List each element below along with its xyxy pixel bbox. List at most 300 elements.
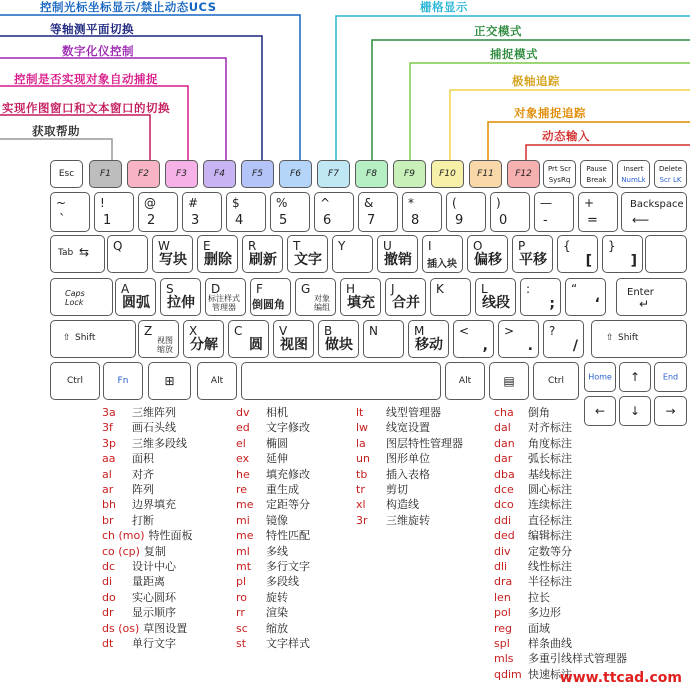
abbr-code: ar [102,483,114,496]
abbr-description: 相机 [266,406,288,419]
abbr-item [494,559,572,574]
abbr-item [494,513,572,528]
abbr-description: 线型管理器 [386,406,441,419]
key-sublabel: Lock [65,298,84,307]
abbr-item [102,451,154,466]
abbr-code: la [356,436,366,450]
callout-polar: 极轴追踪 [512,74,560,88]
abbr-code: st [236,637,247,650]
key-label: Ctrl [547,376,564,386]
abbr-code: pol [494,606,511,620]
key-backslash[interactable] [645,235,687,273]
key-shift-symbol: ^ [320,196,331,210]
abbr-item [236,544,288,559]
key-pause[interactable] [580,160,613,188]
key-num-11[interactable] [534,192,574,232]
abbr-item [236,420,310,435]
key-shift-symbol: ) [496,196,501,210]
abbr-item [102,405,176,420]
command-label: 做块 [325,337,353,353]
shift-icon: ⇧ [63,333,71,343]
abbr-description: 镜像 [266,513,288,527]
abbr-description: 直径标注 [528,513,572,527]
key-r[interactable] [242,235,283,273]
key-letter: A [121,282,130,296]
arrow-down-icon: ↓ [629,404,641,418]
key-ctrl-left[interactable] [50,362,100,400]
key-shift-symbol: ! [100,196,105,210]
key-num-9[interactable] [446,192,486,232]
abbr-description: 三维阵列 [132,406,176,419]
callout-dynamic-ucs: 控制光标坐标显示/禁止动态UCS [40,0,217,14]
key-f12[interactable] [507,160,540,188]
key-k[interactable] [430,278,471,316]
key-arrow-down[interactable] [619,396,651,426]
abbr-code: ddi [494,513,512,527]
abbr-code: dco [494,498,514,512]
key-letter: Y [338,239,346,253]
key-shift-symbol: ~ [56,196,67,210]
key-letter: I [428,239,432,253]
key-shift-symbol: # [188,196,199,210]
key-label: F6 [290,169,301,179]
key-num-3[interactable] [182,192,222,232]
abbr-code: ds (os) [102,621,140,635]
abbr-description: 特性匹配 [266,529,310,543]
abbr-code: he [236,467,250,481]
key-label: ` [59,213,66,228]
key-arrow-left[interactable] [584,396,616,426]
key-letter: U [383,239,392,253]
command-label: 合并 [392,295,420,311]
key-windows[interactable] [148,362,191,400]
callout-ortho: 正交模式 [474,24,522,38]
abbr-description: 面域 [528,621,550,635]
abbr-code: dra [494,575,513,589]
key-o[interactable] [467,235,508,273]
abbr-item [356,420,430,435]
abbr-item [236,451,288,466]
abbr-code: me [236,498,254,512]
callout-osnap: 控制是否实现对象自动捕捉 [14,72,158,86]
abbr-description: 三维多段线 [132,436,187,450]
key-prtscr[interactable] [543,160,576,188]
key-f1[interactable] [89,160,122,188]
command-label: 线段 [482,295,510,311]
key-letter: S [166,282,174,296]
key-tab[interactable] [50,235,105,273]
abbr-item [494,574,572,589]
key-home[interactable] [584,362,616,392]
key-label: 9 [455,213,464,228]
abbr-description: 椭圆 [266,436,288,450]
abbr-code: mls [494,652,514,666]
abbr-item [236,621,288,636]
abbr-description: 多线 [266,544,288,558]
key-num-5[interactable] [270,192,310,232]
key-f3[interactable] [165,160,198,188]
abbr-description: 图层特性管理器 [386,436,463,450]
abbr-item [236,574,299,589]
abbr-item [494,482,572,497]
key-letter: F [256,282,263,296]
abbr-description: 半径标注 [528,575,572,589]
command-label: 插入块 [427,259,457,270]
abbr-item [494,405,550,420]
key-letter: H [346,282,356,296]
key-label: F1 [100,169,111,179]
key-alt-right[interactable] [445,362,485,400]
key-f4[interactable] [203,160,236,188]
key-label: End [662,372,679,382]
abbr-item [102,544,166,559]
abbr-code: dli [494,560,508,573]
key-punct-7[interactable] [453,320,494,358]
key-fn[interactable] [103,362,143,400]
key-shift-left[interactable] [50,320,136,358]
abbr-code: len [494,590,511,604]
key-letter: O [473,239,483,253]
abbr-description: 画石头线 [132,421,176,435]
key-label: Shift [618,333,639,343]
key-label: 7 [367,213,376,228]
command-label: 圆 [249,337,263,353]
callout-grid: 栅格显示 [420,0,468,14]
key-label: 4 [235,213,244,228]
abbr-item [102,574,165,589]
abbr-description: 设计中心 [132,560,176,573]
key-n[interactable] [363,320,404,358]
key-label: Fn [117,376,129,386]
key-label: F4 [214,169,225,179]
arrow-left-icon: ⟵ [632,213,650,227]
key-x[interactable] [183,320,224,358]
abbr-code: ro [236,590,248,604]
key-insert[interactable] [617,160,650,188]
key-num-0[interactable] [50,192,90,232]
abbr-description: 阵列 [132,483,154,496]
key-bracket-10[interactable] [557,235,598,273]
key-letter: B [324,324,333,338]
abbr-code: br [102,513,114,527]
key-shift-symbol: + [584,196,595,210]
abbr-description: 拉长 [528,590,550,604]
abbr-code: dt [102,637,114,650]
abbr-code: dce [494,483,514,496]
abbr-code: dba [494,467,515,481]
abbr-description: 重生成 [266,483,299,496]
key-end[interactable] [654,362,687,392]
key-label: F11 [477,169,494,179]
arrow-left-icon: ← [594,404,606,418]
abbr-item [236,590,288,605]
abbr-description: 缩放 [266,621,288,635]
key-esc[interactable] [50,160,83,188]
abbr-item [102,513,154,528]
key-label: Ctrl [66,376,83,386]
abbr-code: dar [494,452,513,466]
abbr-description: 快速标注 [528,667,572,681]
key-shift-symbol: * [408,196,414,210]
key-letter: T [293,239,301,253]
key-bracket-11[interactable] [602,235,643,273]
abbr-description: 打断 [132,513,154,527]
key-letter: } [608,239,616,253]
abbr-item [356,467,430,482]
key-label: Esc [58,169,75,179]
key-arrow-up[interactable] [619,362,651,392]
key-punct-9[interactable] [520,278,561,316]
abbr-item [102,590,176,605]
key-shift-symbol: — [540,196,552,210]
command-label: 写块 [159,252,187,268]
abbr-item [236,482,299,497]
abbr-description: 边界填充 [132,498,176,512]
abbr-item [236,636,310,651]
key-num-2[interactable] [138,192,178,232]
key-f10[interactable] [431,160,464,188]
abbr-description: 填充修改 [266,467,310,481]
key-letter: G [301,282,311,296]
key-shift-symbol: % [276,196,288,210]
abbr-description: 实心圆环 [132,590,176,604]
abbr-code: xl [356,498,366,512]
abbr-code: di [102,575,113,589]
abbr-code: ded [494,529,515,543]
key-i[interactable] [422,235,463,273]
key-f8[interactable] [355,160,388,188]
key-shift-right[interactable] [591,320,687,358]
command-label: 文字 [294,252,322,268]
abbr-code: re [236,483,248,496]
key-label: - [543,213,548,228]
abbr-description: 对齐 [132,467,154,481]
key-delete[interactable] [654,160,687,188]
key-u[interactable] [377,235,418,273]
command-label: [ [585,253,592,269]
command-label: ] [630,253,637,269]
key-j[interactable] [385,278,426,316]
abbr-code: rr [236,606,245,620]
callout-tablet: 数字化仪控制 [62,44,134,58]
abbr-code: dal [494,421,511,435]
abbr-item [356,405,441,420]
abbr-item [356,497,419,512]
key-label: 0 [499,213,508,228]
key-m[interactable] [408,320,449,358]
key-label: Caps [65,289,85,298]
abbr-code: bh [102,498,116,512]
abbr-code: dv [236,406,250,419]
key-q[interactable] [107,235,148,273]
command-label: 对象 编组 [314,294,330,312]
abbr-description: 三维旋转 [386,513,430,527]
abbr-code: div [494,544,511,558]
key-f2[interactable] [127,160,160,188]
key-alt-left[interactable] [197,362,237,400]
enter-arrow-icon: ↵ [639,297,650,311]
command-label: 删除 [204,252,232,268]
key-e[interactable] [197,235,238,273]
key-label: F10 [439,169,456,179]
key-h[interactable] [340,278,381,316]
abbr-description: 文字样式 [266,637,310,650]
callout-snap: 捕捉模式 [490,47,538,61]
abbr-description: 多行文字 [266,560,310,573]
key-f5[interactable] [241,160,274,188]
abbr-description: 图形单位 [386,452,430,466]
key-shift-symbol: $ [232,196,240,210]
key-p[interactable] [512,235,553,273]
key-letter: ? [549,324,556,338]
key-num-4[interactable] [226,192,266,232]
key-backspace[interactable] [621,192,687,232]
abbr-item [236,405,288,420]
key-punct-10[interactable] [565,278,606,316]
key-label: Enter [627,287,654,298]
key-c[interactable] [228,320,269,358]
key-arrow-right[interactable] [654,396,687,426]
key-label: = [587,213,598,228]
key-label: Backspace [630,199,684,210]
abbr-item [102,497,176,512]
key-v[interactable] [273,320,314,358]
abbr-item [494,621,550,636]
key-z[interactable] [138,320,179,358]
abbr-code: cha [494,406,514,419]
abbr-code: mt [236,560,252,573]
key-letter: N [369,324,378,338]
key-capslock[interactable] [50,278,113,316]
abbr-code: lt [356,406,364,419]
key-s[interactable] [160,278,201,316]
abbr-description: 复制 [143,544,166,558]
key-w[interactable] [152,235,193,273]
key-letter: D [211,282,221,296]
key-f9[interactable] [393,160,426,188]
abbr-description: 倒角 [528,406,550,419]
command-label: , [482,338,488,354]
abbr-item [236,467,310,482]
key-letter: R [248,239,257,253]
key-label: 1 [103,213,112,228]
key-label: F5 [252,169,263,179]
abbr-description: 圆心标注 [528,483,572,496]
key-b[interactable] [318,320,359,358]
key-l[interactable] [475,278,516,316]
key-f11[interactable] [469,160,502,188]
key-num-1[interactable] [94,192,134,232]
abbr-item [102,636,176,651]
abbr-item [494,605,561,620]
key-label: 2 [147,213,156,228]
key-letter: J [391,282,395,296]
key-g[interactable] [295,278,336,316]
abbr-code: aa [102,452,116,466]
key-enter[interactable] [616,278,687,316]
abbr-item [494,544,572,559]
abbr-item [102,436,187,451]
watermark: www.ttcad.com [559,670,682,686]
abbr-item [236,528,310,543]
command-label: 倒圆角 [252,298,285,311]
key-label: Insert [623,165,644,173]
key-letter: X [189,324,198,338]
key-t[interactable] [287,235,328,273]
key-punct-8[interactable] [498,320,539,358]
key-space[interactable] [241,362,441,400]
command-label: / [572,338,578,354]
shift-icon: ⇧ [606,333,614,343]
arrow-right-icon: → [665,404,676,418]
abbr-item [494,636,572,651]
command-label: 分解 [190,337,218,353]
abbr-code: ed [236,421,250,435]
command-label: . [527,338,533,354]
key-num-8[interactable] [402,192,442,232]
abbr-code: me [236,529,254,543]
command-label: 视图 [280,337,308,353]
abbr-description: 多重引线样式管理器 [528,652,627,666]
key-ctrl-right[interactable] [533,362,579,400]
abbr-item [102,420,176,435]
abbr-description: 面积 [132,452,154,466]
abbr-item [494,420,572,435]
key-letter: W [158,239,170,253]
abbr-code: 3p [102,436,116,450]
abbr-item [494,651,627,666]
key-letter: Q [113,239,123,253]
key-num-12[interactable] [578,192,618,232]
abbr-item [236,513,288,528]
key-label: Pause [586,165,607,173]
key-f7[interactable] [317,160,350,188]
key-label: Prt Scr [547,165,572,173]
key-letter: Z [144,324,153,338]
abbr-code: ch (mo) [102,529,145,543]
callout-dynamic-input: 动态输入 [542,129,590,143]
abbr-description: 旋转 [266,590,288,604]
abbr-code: dan [494,436,515,450]
abbr-description: 样条曲线 [528,637,572,650]
abbr-description: 显示顺序 [132,606,176,620]
abbr-description: 特性面板 [148,529,193,543]
callout-isoplane: 等轴测平面切换 [50,22,134,36]
key-f6[interactable] [279,160,312,188]
key-label: F8 [366,169,377,179]
abbr-code: el [236,436,246,450]
key-letter: L [481,282,488,296]
abbr-item [494,436,572,451]
key-num-7[interactable] [358,192,398,232]
abbr-code: ml [236,544,250,558]
key-f[interactable] [250,278,291,316]
key-num-6[interactable] [314,192,354,232]
abbr-code: qdim [494,667,522,681]
abbr-code: mi [236,513,250,527]
key-a[interactable] [115,278,156,316]
key-letter: V [279,324,288,338]
key-letter: M [414,324,425,338]
key-y[interactable] [332,235,373,273]
key-punct-9[interactable] [543,320,584,358]
keyboard [45,152,690,428]
key-num-10[interactable] [490,192,530,232]
key-menu[interactable] [489,362,529,400]
key-label: Shift [75,333,96,343]
key-d[interactable] [205,278,246,316]
key-label: F7 [328,169,339,179]
